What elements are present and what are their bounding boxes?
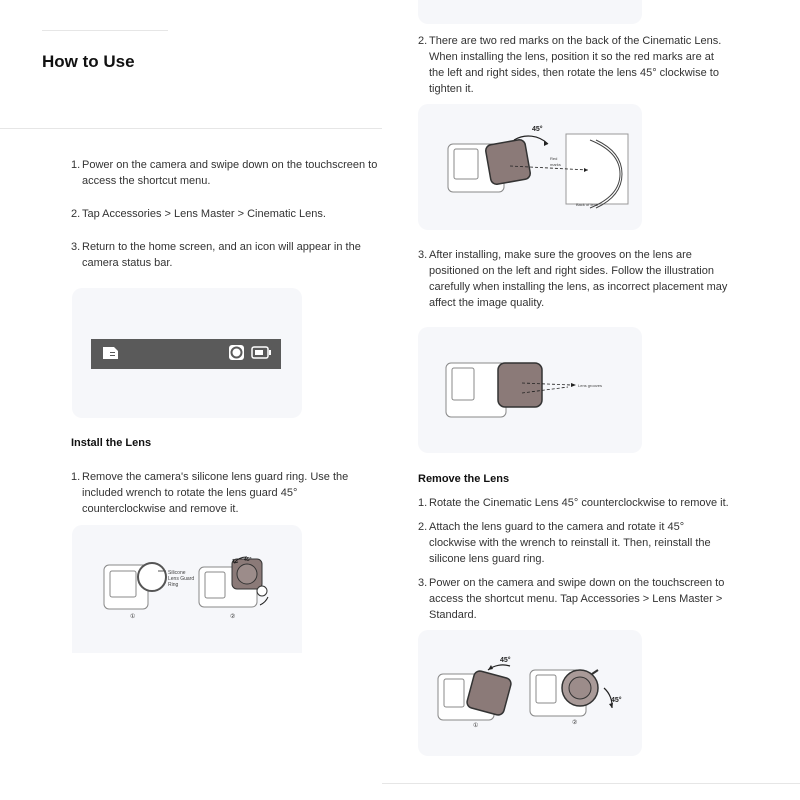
step-number: 3.: [71, 241, 81, 253]
angle-label: 45°: [611, 697, 622, 704]
step-text: After installing, make sure the grooves on the lens are positioned on the left and right sides. Follow the illustration carefully when installing the lens, as incorrect placement may affect the image quality.: [429, 249, 728, 309]
camera-illustration: [418, 327, 642, 453]
step-number: 3.: [418, 577, 428, 589]
top-divider: [42, 30, 168, 31]
page-title: How to Use: [42, 52, 135, 71]
red-marks-label: Red marks: [550, 156, 561, 167]
step-text: Rotate the Cinematic Lens 45° counterclockwise to remove it.: [429, 497, 729, 509]
step-number: 2.: [418, 35, 428, 47]
angle-label: 45°: [532, 126, 543, 133]
step-text: Power on the camera and swipe down on the touchscreen to access the shortcut menu. Tap Accessories > Lens Master > Standard.: [429, 577, 725, 621]
step-marker: ②: [572, 720, 578, 726]
sd-card-icon: [103, 347, 118, 359]
remove-lens-heading: Remove the Lens: [418, 473, 510, 485]
camera-illustration: [418, 630, 642, 756]
step-text: Remove the camera's silicone lens guard ring. Use the included wrench to rotate the lens guard 45° counterclockwise and remove it.: [82, 471, 349, 515]
step-number: 2.: [71, 208, 81, 220]
step-text: Return to the home screen, and an icon will appear in the camera status bar.: [82, 241, 361, 269]
remove-lens-figure: [418, 630, 642, 756]
remove-lens-guard-figure: [72, 525, 302, 653]
step-text: There are two red marks on the back of the Cinematic Lens. When installing the lens, position it so the red marks are at the left and right sides, then rotate the lens 45° clockwise to tighten it.: [429, 35, 722, 95]
step-number: 3.: [418, 249, 428, 261]
step-marker: ②: [230, 614, 236, 620]
step-number: 2.: [418, 521, 428, 533]
bottom-divider: [382, 783, 800, 784]
back-of-lens-label: Back of lens: [576, 202, 598, 207]
status-bar-figure: [72, 288, 302, 418]
lens-grooves-figure: [418, 327, 642, 453]
previous-figure-bottom: [418, 0, 642, 24]
angle-label: 45°: [244, 557, 252, 563]
section-divider: [0, 128, 382, 129]
status-bar-icons: [72, 288, 302, 418]
red-marks-figure: [418, 104, 642, 230]
camera-illustration: [418, 104, 642, 230]
battery-icon: [252, 347, 271, 358]
step-marker: ①: [473, 723, 479, 729]
step-number: 1.: [71, 471, 81, 483]
angle-label: 45°: [500, 657, 511, 664]
install-lens-heading: Install the Lens: [71, 437, 152, 449]
lens-grooves-label: Lens grooves: [578, 383, 603, 388]
step-text: Tap Accessories > Lens Master > Cinematic Lens.: [82, 208, 326, 220]
step-text: Power on the camera and swipe down on the touchscreen to access the shortcut menu.: [82, 159, 378, 187]
camera-illustration: [72, 525, 302, 653]
step-number: 1.: [418, 497, 428, 509]
step-text: Attach the lens guard to the camera and rotate it 45° clockwise with the wrench to reinstall it. Then, reinstall the silicone lens guard ring.: [429, 521, 711, 565]
step-number: 1.: [71, 159, 81, 171]
step-marker: ①: [130, 614, 136, 620]
lens-master-icon: [229, 345, 244, 360]
silicone-ring-label: Silicone Lens Guard Ring: [168, 570, 195, 588]
